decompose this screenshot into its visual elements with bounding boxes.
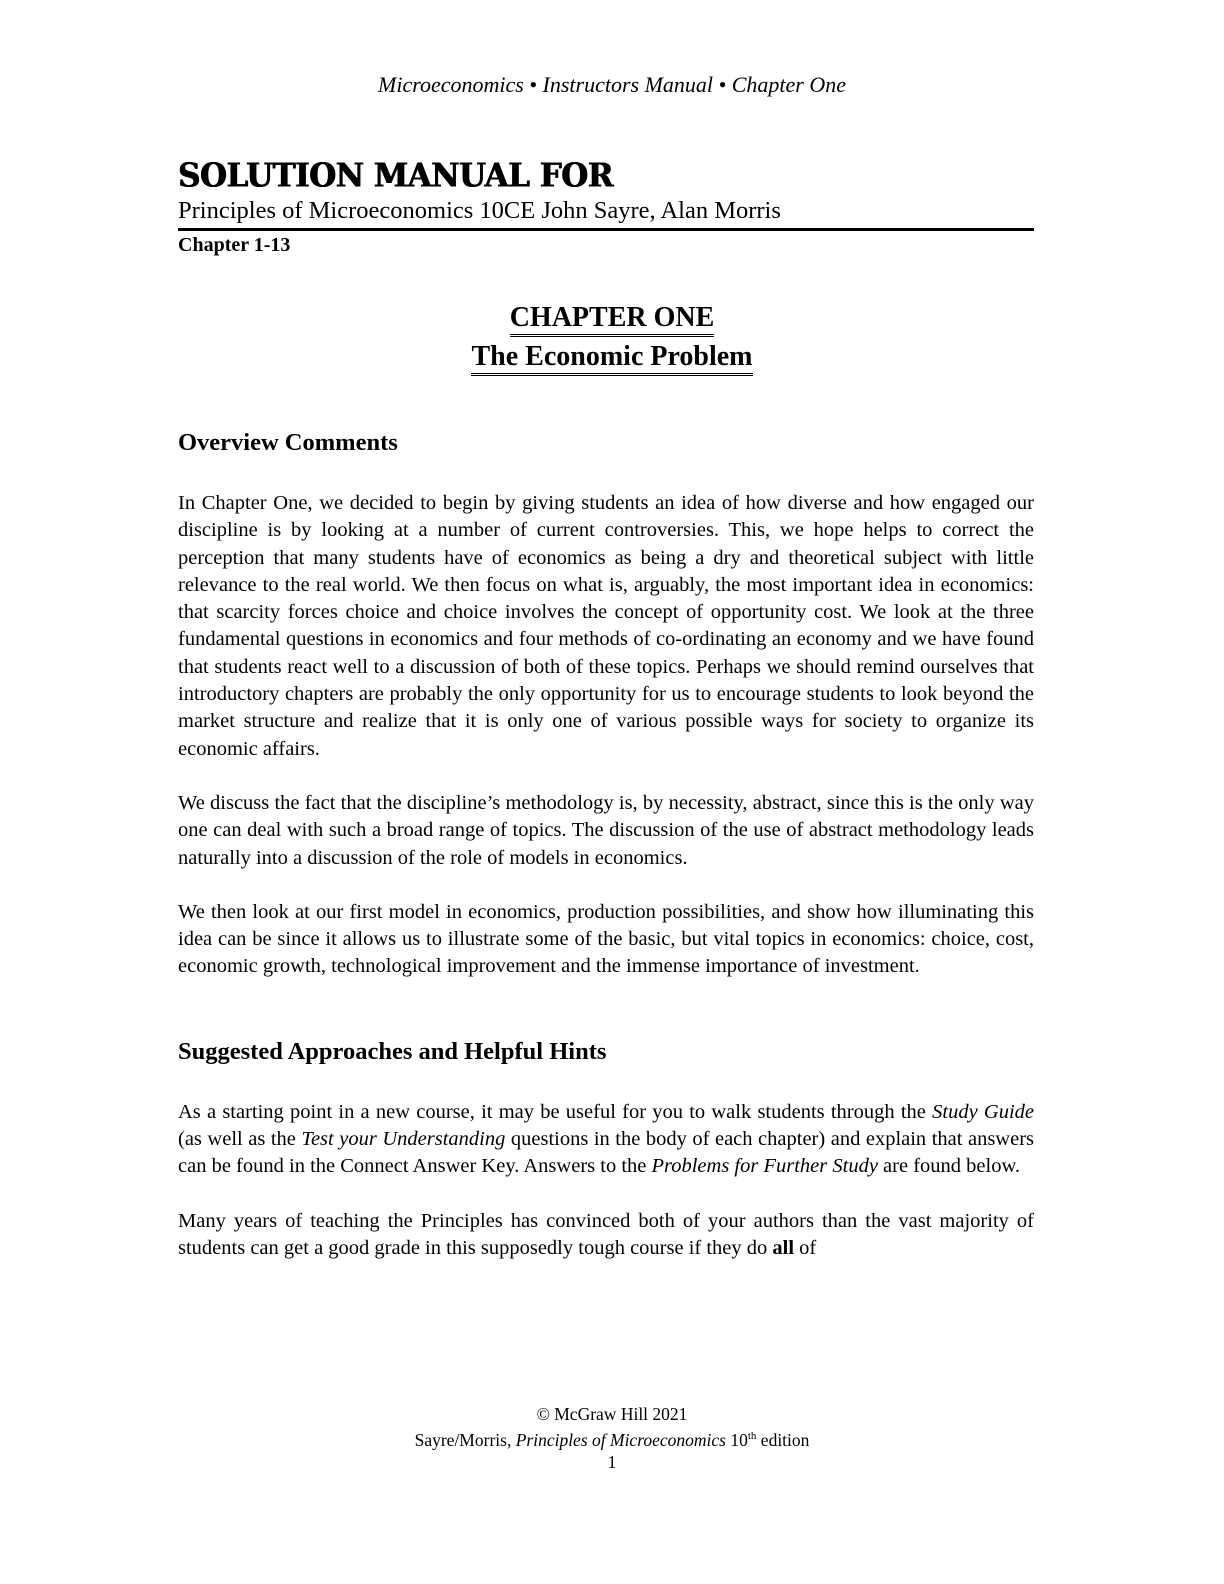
text-run: questions in the body of each chapter) and explain that answers can be found in the Connect Answer Key. Answers to the [178, 1128, 1035, 1178]
section-heading-overview: Overview Comments [178, 429, 398, 456]
chapter-heading [0, 302, 1224, 380]
text-run: of [794, 1236, 817, 1259]
chapter-range: Chapter 1-13 [178, 234, 291, 256]
approaches-paragraph-2 [178, 1208, 1034, 1263]
text-run: (as well as the [178, 1128, 302, 1151]
problems-further-study-title: Problems for Further Study [651, 1155, 878, 1178]
running-header: Microeconomics • Instructors Manual • Chapter One [378, 72, 846, 97]
chapter-number: CHAPTER ONE [510, 302, 715, 337]
approaches-paragraph-1 [178, 1099, 1034, 1181]
edition-number: 10 [725, 1429, 748, 1450]
page-footer [0, 1403, 1224, 1473]
authors: Sayre/Morris, [414, 1429, 516, 1450]
overview-paragraph-3: We then look at our first model in economics, production possibilities, and show how illuminating this idea can be since it allows us to illustrate some of the basic, but vital topics in economics: choice, cost, economic growth, technological improvement and the immense importance of investment. [178, 900, 1034, 978]
test-your-understanding-title: Test your Understanding [301, 1128, 506, 1151]
solution-manual-title: SOLUTION MANUAL FOR [178, 157, 613, 195]
title-block [178, 158, 1034, 258]
horizontal-rule [178, 228, 1034, 231]
citation-line [0, 1425, 1224, 1451]
section-heading-approaches: Suggested Approaches and Helpful Hints [178, 1037, 607, 1065]
text-run: are found below. [877, 1155, 1021, 1178]
study-guide-title: Study Guide [932, 1100, 1034, 1123]
book-title: Principles of Microeconomics [515, 1429, 726, 1450]
chapter-title: The Economic Problem [471, 341, 752, 376]
copyright-line: © McGraw Hill 2021 [536, 1404, 688, 1424]
overview-paragraph-2: We discuss the fact that the discipline’s methodology is, by necessity, abstract, since this is the only way one can deal with such a broad range of topics. The discussion of the use of abstract methodology leads naturally into a discussion of the role of models in economics. [178, 791, 1034, 869]
text-run: As a starting point in a new course, it may be useful for you to walk students through the [178, 1100, 933, 1123]
emphasis-all: all [772, 1236, 795, 1259]
edition-suffix: th [747, 1430, 757, 1442]
text-run: Many years of teaching the Principles has convinced both of your authors than the vast majority of students can get a good grade in this supposedly tough course if they do [178, 1209, 1034, 1259]
book-title-line: Principles of Microeconomics 10CE John Sayre, Alan Morris [178, 197, 781, 224]
document-body [178, 426, 1034, 1262]
page-number: 1 [607, 1451, 617, 1472]
overview-paragraph-1: In Chapter One, we decided to begin by giving students an idea of how diverse and how engaged our discipline is by looking at a number of current controversies. This, we hope helps to correct the perception that many students have of economics as being a dry and theoretical subject with little relevance to the real world. We then focus on what is, arguably, the most important idea in economics: that scarcity forces choice and choice involves the concept of opportunity cost. We look at the three fundamental questions in economics and four methods of co-ordinating an economy and we have found that students react well to a discussion of both of these topics. Perhaps we should remind ourselves that introductory chapters are probably the only opportunity for us to encourage students to look beyond the market structure and realize that it is only one of various possible ways for society to organize its economic affairs. [178, 492, 1034, 760]
edition-word: edition [756, 1429, 810, 1450]
